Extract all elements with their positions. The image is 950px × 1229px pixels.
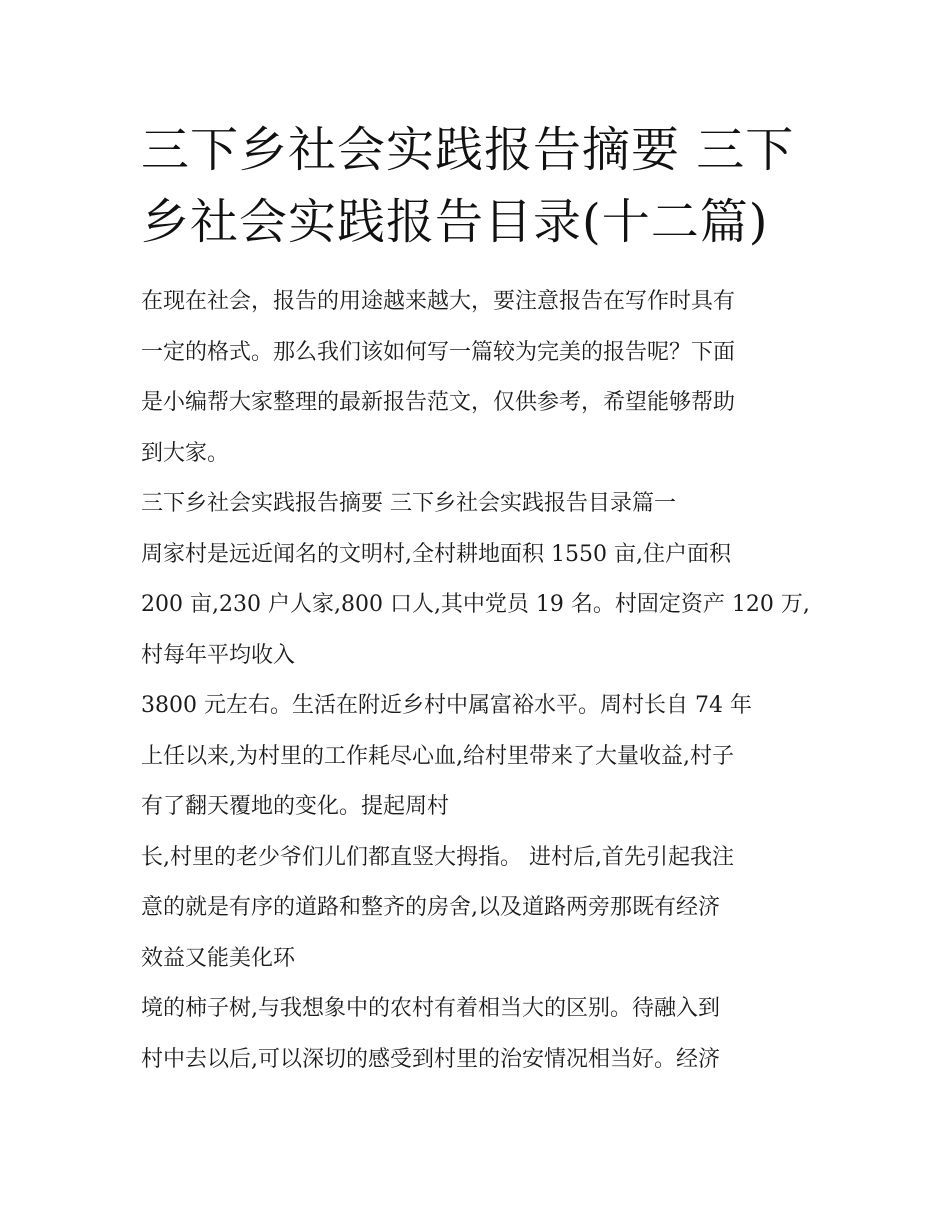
body-line: 周家村是远近闻名的文明村,全村耕地面积 1550 亩,住户面积 bbox=[141, 541, 731, 567]
section-heading-text: 三下乡社会实践报告摘要 三下乡社会实践报告目录篇一 bbox=[141, 491, 676, 516]
body-line: 意的就是有序的道路和整齐的房舍,以及道路两旁那既有经济 bbox=[141, 895, 720, 920]
body-paragraph bbox=[141, 530, 813, 1086]
body-line: 村中去以后,可以深切的感受到村里的治安情况相当好。经济 bbox=[141, 1046, 720, 1072]
title-line: 三下乡社会实践报告摘要 三下 bbox=[141, 122, 795, 178]
body-line: 上任以来,为村里的工作耗尽心血,给村里带来了大量收益,村子 bbox=[141, 743, 734, 769]
body-line: 效益又能美化环 bbox=[141, 945, 296, 971]
intro-line: 在现在社会，报告的用途越来越大，要注意报告在写作时具有 bbox=[141, 289, 736, 314]
body-line: 境的柿子树,与我想象中的农村有着相当大的区别。待融入到 bbox=[141, 996, 720, 1021]
intro-line: 到大家。 bbox=[141, 440, 230, 466]
body-line: 村每年平均收入 bbox=[141, 642, 296, 668]
body-line: 3800 元左右。生活在附近乡村中属富裕水平。周村长自 74 年 bbox=[141, 693, 752, 718]
intro-line: 一定的格式。那么我们该如何写一篇较为完美的报告呢？下面 bbox=[141, 339, 736, 365]
intro-line: 是小编帮大家整理的最新报告范文，仅供参考，希望能够帮助 bbox=[141, 390, 736, 415]
body-line: 长,村里的老少爷们儿们都直竖大拇指。 进村后,首先引起我注 bbox=[141, 844, 734, 870]
document-title bbox=[141, 114, 813, 258]
section-heading bbox=[141, 479, 813, 530]
title-line: 乡社会实践报告目录(十二篇) bbox=[141, 194, 769, 250]
body-line: 200 亩,230 户人家,800 口人,其中党员 19 名。村固定资产 120 万, bbox=[141, 592, 810, 617]
body-line: 有了翻天覆地的变化。提起周村 bbox=[141, 794, 450, 819]
intro-paragraph bbox=[141, 277, 813, 479]
document-content bbox=[141, 114, 813, 1085]
